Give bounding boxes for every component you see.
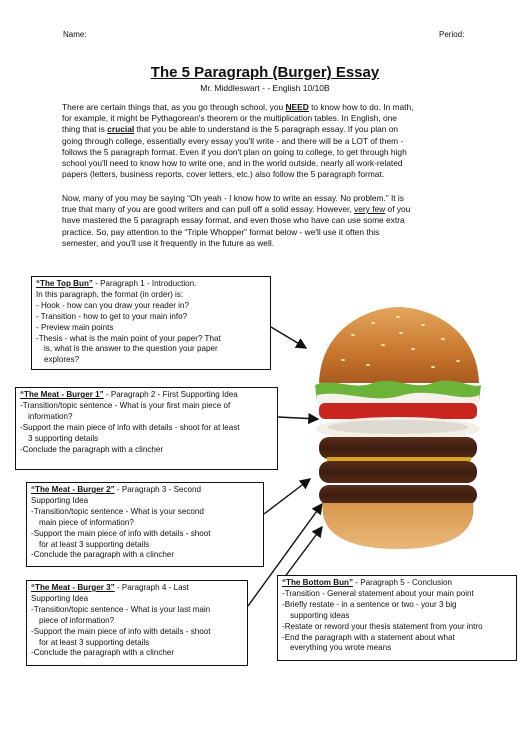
box-text: -Conclude the paragraph with a clincher (20, 444, 164, 454)
box-text: - Transition - how to get to your main info? (36, 311, 188, 321)
box-text: -Conclude the paragraph with a clincher (31, 550, 175, 560)
box-text: -Briefly restate - in a sentence or two - your 3 big (282, 599, 457, 609)
box-text: -Transition/topic sentence - What is your last main (31, 604, 211, 614)
box-text: -Transition/topic sentence - What is your second (31, 506, 204, 516)
intro-text: school you'll need to know how to write one, and in the world outside, nearly all work-related (62, 158, 403, 169)
top-bun-title: “The Top Bun” (36, 279, 93, 288)
intro-text: that you be able to understand is the 5 paragraph essay. If you plan on (134, 124, 399, 135)
box-text: -End the paragraph with a statement about what (282, 632, 455, 642)
box-text: -Support the main piece of info with details - shoot for at least (20, 422, 240, 432)
intro-text: follows the 5 paragraph format. Even if you don't plan on going to college, to get through high (62, 146, 407, 157)
box-text: -Conclude the paragraph with a clincher (31, 648, 175, 658)
page-title: The 5 Paragraph (Burger) Essay (150, 64, 380, 81)
box-text: - Preview main points (36, 322, 114, 332)
bottom-bun-title: “The Bottom Bun” (282, 578, 354, 587)
box-text: 3 supporting details (28, 433, 99, 443)
arrow-top-bun (271, 327, 306, 348)
box-text: Supporting Idea (31, 495, 89, 505)
intro-text: semester, and you'll use it frequently in the future as well. (62, 237, 275, 248)
box-text: for at least 3 supporting details (39, 539, 150, 549)
page-subtitle: Mr. Middleswart - - English 10/10B (200, 83, 330, 93)
box-text: is, what is the answer to the question your paper (44, 344, 218, 354)
box-text: - Hook - how can you draw your reader in? (36, 300, 189, 310)
intro-text: of you (385, 204, 411, 215)
meat-3-title: “The Meat - Burger 3” (31, 583, 115, 592)
box-text: -Transition - General statement about your main point (282, 588, 474, 598)
intro-text: to know how to do. In math, (308, 102, 414, 112)
arrow-bottom-bun (281, 527, 322, 582)
box-text: explores? (44, 355, 80, 365)
box-text: Supporting Idea (31, 593, 89, 603)
top-bun-box (31, 276, 271, 370)
box-text: supporting ideas (290, 610, 350, 620)
meat-2-title: “The Meat - Burger 2” (31, 485, 115, 494)
box-text: -Restate or reword your thesis statement from your intro (282, 621, 483, 631)
period-label: Period: (439, 30, 465, 39)
meat-2-box (26, 482, 264, 567)
box-text: -Thesis - what is the main point of your paper? That (36, 333, 221, 343)
box-text: - Paragraph 2 - First Supporting Idea (103, 390, 238, 399)
intro-text: true that many of you are good writers and can pull off a solid essay. However, (62, 204, 355, 215)
bottom-bun-box (277, 575, 517, 661)
intro-text: practice. So, pay attention to the “Triple Whopper” format below - we'll use it often this (62, 226, 380, 237)
intro-text: There are certain things that, as you go through school, you (62, 102, 286, 112)
emphasis-very-few: very few (354, 204, 386, 215)
box-text: -Transition/topic sentence - What is your first main piece of (20, 400, 231, 410)
box-text: information? (28, 411, 73, 421)
emphasis-crucial: crucial (107, 124, 135, 135)
box-text: - Paragraph 5 - Conclusion (353, 578, 453, 587)
intro-text: thing that is (62, 124, 108, 135)
meat-1-title: “The Meat - Burger 1” (20, 390, 104, 399)
meat-1-box (15, 387, 278, 470)
intro-text: going through college, essentially every essay you'll write - and there will be a LOT of them - (62, 135, 404, 146)
arrow-meat-1 (278, 417, 318, 419)
box-text: piece of information? (39, 615, 115, 625)
box-text: main piece of information? (39, 517, 134, 527)
box-text: - Paragraph 1 - Introduction. (92, 279, 197, 288)
intro-text: have mastered the 5 paragraph essay format, and even those who have can use some extra (62, 215, 405, 226)
box-text: for at least 3 supporting details (39, 637, 150, 647)
intro-text: Now, many of you may be saying “Oh yeah - I know how to write an essay. No problem.” It is (62, 193, 404, 203)
emphasis-need: NEED (285, 102, 309, 112)
intro-text: for example, it might be Pythagorean's theorem or the multiplication tables. In English, one (62, 113, 397, 124)
box-text: -Support the main piece of info with details - shoot (31, 528, 211, 538)
name-label: Name: (63, 30, 87, 39)
arrow-meat-2 (264, 479, 310, 514)
intro-text: papers (letters, business reports, cover letters, etc.) also follow the 5 paragraph format. (62, 169, 385, 180)
box-text: everything you wrote means (290, 643, 392, 653)
box-text: - Paragraph 3 - Second (114, 485, 202, 494)
box-text: -Support the main piece of info with details - shoot (31, 626, 211, 636)
meat-3-box (26, 580, 248, 666)
box-text: In this paragraph, the format (in order) is: (36, 289, 184, 299)
box-text: - Paragraph 4 - Last (114, 583, 189, 592)
